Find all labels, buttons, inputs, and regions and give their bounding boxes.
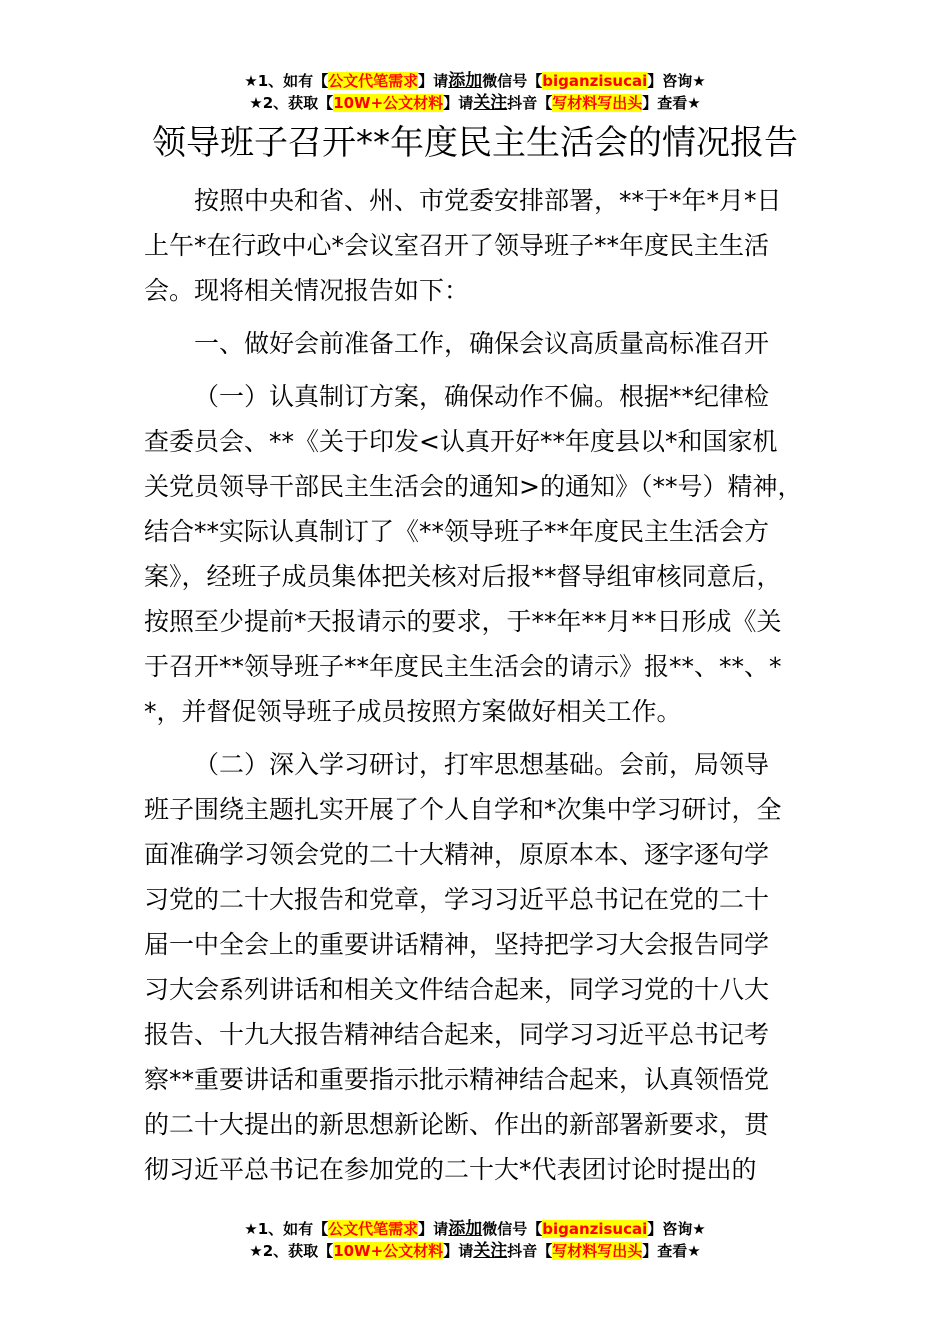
promo-line-1: ★1、如有【公文代笔需求】请添加微信号【biganzisucai】咨询★ xyxy=(244,71,706,91)
text-line: 习党的二十大报告和党章，学习习近平总书记在党的二十 xyxy=(144,885,770,914)
text-line: 彻习近平总书记在参加党的二十大*代表团讨论时提出的 xyxy=(144,1155,757,1184)
promo-banner-top xyxy=(0,70,950,114)
text-line: *，并督促领导班子成员按照方案做好相关工作。 xyxy=(144,697,682,726)
text-line: 案》，经班子成员集体把关核对后报**督导组审核同意后， xyxy=(144,562,782,591)
text-line: 上午*在行政中心*会议室召开了领导班子**年度民主生活 xyxy=(144,231,770,260)
highlight-ghostwriting: 公文代笔需求 xyxy=(328,1220,419,1238)
text-line: 一、做好会前准备工作，确保会议高质量高标准召开 xyxy=(194,329,770,358)
text-line: 察**重要讲话和重要指示批示精神结合起来，认真领悟党 xyxy=(144,1065,770,1094)
text-line: （二）深入学习研讨，打牢思想基础。会前，局领导 xyxy=(194,750,770,779)
highlight-wechat-id: biganzisucai xyxy=(542,72,648,90)
paragraph-subsection-1 xyxy=(144,374,834,734)
text-line: 班子围绕主题扎实开展了个人自学和*次集中学习研讨，全 xyxy=(144,795,782,824)
document-title: 领导班子召开**年度民主生活会的情况报告 xyxy=(152,123,798,163)
text-line: 按照至少提前*天报请示的要求，于**年**月**日形成《关 xyxy=(144,607,782,636)
text-line: 届一中全会上的重要讲话精神，坚持把学习大会报告同学 xyxy=(144,930,770,959)
text-line: 习大会系列讲话和相关文件结合起来，同学习党的十八大 xyxy=(144,975,770,1004)
promo-line-2: ★2、获取【10W+公文材料】请关注抖音【写材料写出头】查看★ xyxy=(249,1241,701,1261)
text-line: 结合**实际认真制订了《**领导班子**年度民主生活会方 xyxy=(144,517,770,546)
highlight-ghostwriting: 公文代笔需求 xyxy=(328,72,419,90)
paragraph-subsection-2 xyxy=(144,742,834,1192)
text-line: 报告、十九大报告精神结合起来，同学习习近平总书记考 xyxy=(144,1020,770,1049)
highlight-materials: 10W+公文材料 xyxy=(333,94,444,112)
section-heading-1 xyxy=(144,321,834,366)
promo-banner-bottom xyxy=(0,1218,950,1262)
paragraph-intro xyxy=(144,178,834,313)
text-line: 会。现将相关情况报告如下： xyxy=(144,276,470,305)
text-line: （一）认真制订方案，确保动作不偏。根据**纪律检 xyxy=(194,382,770,411)
highlight-douyin-account: 写材料写出头 xyxy=(552,94,643,112)
highlight-materials: 10W+公文材料 xyxy=(333,1242,444,1260)
text-line: 关党员领导干部民主生活会的通知>的通知》（**号）精神， xyxy=(144,472,803,501)
promo-line-1: ★1、如有【公文代笔需求】请添加微信号【biganzisucai】咨询★ xyxy=(244,1219,706,1239)
promo-line-2: ★2、获取【10W+公文材料】请关注抖音【写材料写出头】查看★ xyxy=(249,93,701,113)
text-line: 按照中央和省、州、市党委安排部署，**于*年*月*日 xyxy=(194,186,782,215)
highlight-douyin-account: 写材料写出头 xyxy=(552,1242,643,1260)
text-line: 于召开**领导班子**年度民主生活会的请示》报**、**、* xyxy=(144,652,782,681)
text-line: 面准确学习领会党的二十大精神，原原本本、逐字逐句学 xyxy=(144,840,770,869)
highlight-wechat-id: biganzisucai xyxy=(542,1220,648,1238)
text-line: 查委员会、**《关于印发<认真开好**年度县以*和国家机 xyxy=(144,427,778,456)
text-line: 的二十大提出的新思想新论断、作出的新部署新要求，贯 xyxy=(144,1110,770,1139)
document-body xyxy=(144,178,834,1192)
